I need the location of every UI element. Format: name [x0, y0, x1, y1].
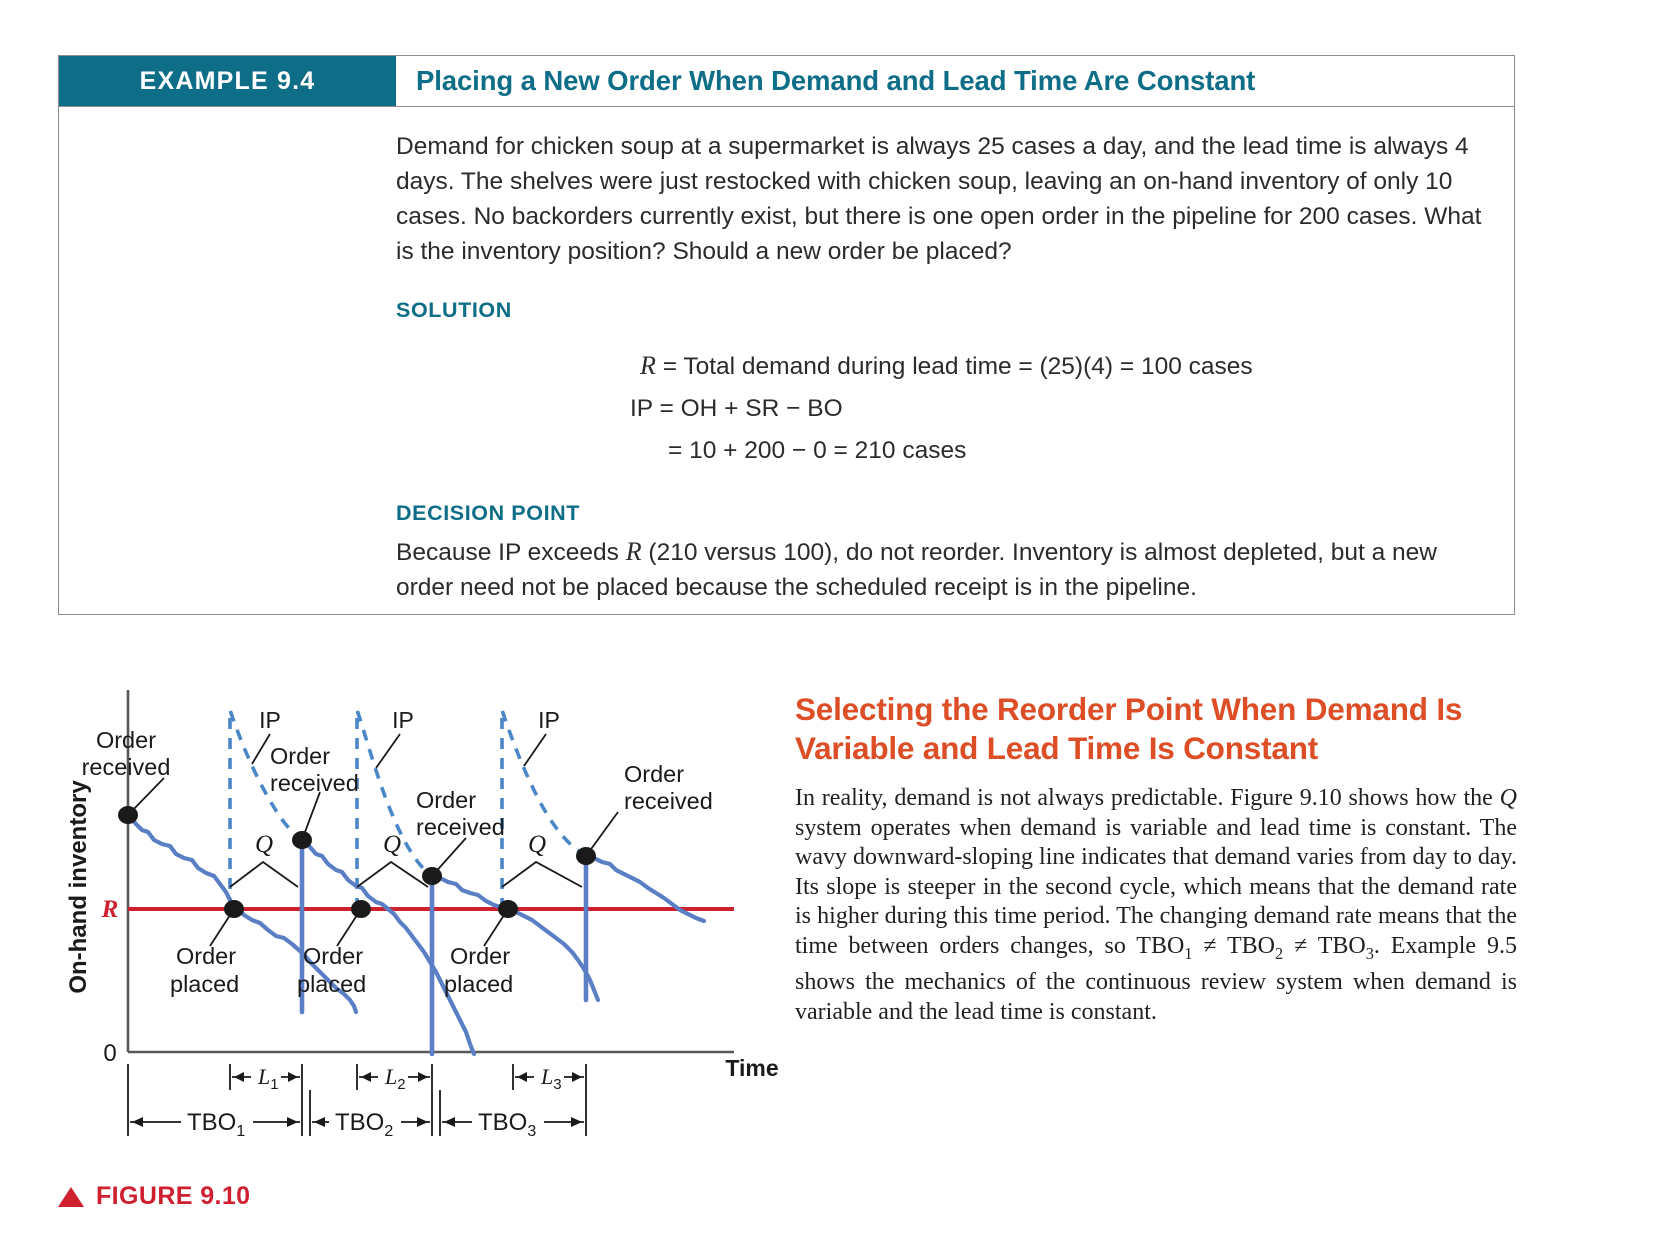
section-heading: Selecting the Reorder Point When Demand Is Variable and Lead Time Is Constant [795, 691, 1463, 766]
decision-point-heading: DECISION POINT [396, 501, 581, 525]
tbo2-label: $TBO_2$ [335, 1109, 394, 1140]
example-header [58, 55, 1515, 107]
right-column [795, 690, 1517, 1028]
figure-9-10 [58, 672, 798, 1172]
l3-arrow-left [517, 1072, 527, 1082]
l1-arrow-right [288, 1072, 298, 1082]
leader-ip-3 [524, 734, 546, 766]
q-brackets [230, 862, 582, 887]
triangle-up-icon [58, 1187, 84, 1207]
example-title: Placing a New Order When Demand and Lead Time Are Constant [416, 65, 1256, 96]
order-received-2-line2: received [270, 770, 359, 796]
decision-text-b: (210 versus 100), do not reorder. Inventory is almost depleted, but a new order need not be placed because the scheduled receipt is in the pipeline. [396, 539, 1437, 601]
reorder-point-label: R [101, 896, 119, 923]
equation-text-1: = Total demand during lead time = (25)(4) = 100 cases [662, 353, 1253, 380]
example-body [58, 107, 1515, 615]
l2-arrow-right [418, 1072, 428, 1082]
example-box [58, 55, 1515, 615]
body-text-1: In reality, demand is not always predictable. Figure 9.10 shows how the [795, 785, 1500, 811]
tbo3-arrow-left [444, 1117, 455, 1127]
tbo2-arrow-left [314, 1117, 325, 1127]
ip-label-3: IP [538, 707, 560, 733]
order-received-3-line1: Order [416, 787, 477, 813]
figure-caption-label: FIGURE 9.10 [96, 1182, 251, 1210]
solution-equations [396, 345, 1496, 472]
not-equal-2: ≠ TBO [1283, 932, 1366, 959]
example-content [396, 129, 1514, 605]
equation-line-1 [640, 345, 1496, 388]
order-received-2-line1: Order [270, 743, 331, 769]
order-received-4-line1: Order [624, 761, 685, 787]
decision-text-a: Because IP exceeds [396, 539, 626, 566]
tbo-subscript-1: 1 [1184, 943, 1193, 963]
q-label-1: Q [254, 831, 274, 858]
on-hand-inventory-curves [128, 815, 704, 1054]
y-axis-zero-label: 0 [103, 1040, 117, 1067]
order-placed-1-line2: placed [170, 971, 240, 997]
tbo1-arrow-right [287, 1117, 298, 1127]
order-received-labels [82, 727, 713, 840]
l1-arrow-left [234, 1072, 244, 1082]
leader-received-2 [302, 792, 320, 840]
x-axis-title: Time [725, 1055, 779, 1081]
order-placed-2-line2: placed [297, 971, 367, 997]
tbo-subscript-3: 3 [1365, 943, 1374, 963]
q-label-2: Q [382, 831, 402, 858]
problem-statement: Demand for chicken soup at a supermarket is always 25 cases a day, and the lead time is always 4 days. The shelves were just restocked with chicken soup, leaving an on-hand inventory of only 10 cases. No backorders currently exist, but there is one open order in the pipeline for 200 cases. What is the inventory position? Should a new order be placed? [396, 133, 1482, 265]
equation-line-2: IP = OH + SR − BO [630, 395, 843, 422]
inventory-position-dashed-curves [230, 710, 586, 909]
leader-received-4 [586, 812, 618, 856]
symbol-Q: Q [1499, 785, 1517, 811]
l3-arrow-right [572, 1072, 582, 1082]
order-received-4-line2: received [624, 788, 713, 814]
tbo3-label: $TBO_3$ [478, 1109, 537, 1140]
ip-label-1: IP [259, 707, 281, 733]
leader-received-1 [128, 778, 164, 815]
ip-curve-3 [502, 710, 586, 909]
order-placed-3-line1: Order [450, 943, 511, 969]
leader-placed-3 [484, 909, 508, 946]
solution-heading: SOLUTION [396, 298, 512, 322]
section-body [795, 784, 1517, 1028]
l3-label: $L_3$ [541, 1064, 562, 1093]
q-label-3: Q [527, 831, 547, 858]
l1-label: $L_1$ [258, 1064, 279, 1093]
figure-caption [58, 1182, 250, 1211]
example-number-tag: EXAMPLE 9.4 [59, 56, 396, 106]
tbo2-arrow-right [417, 1117, 428, 1127]
ip-labels [259, 707, 560, 733]
order-placed-2-line1: Order [303, 943, 364, 969]
leader-ip-1 [252, 734, 270, 764]
tbo-subscript-2: 2 [1275, 943, 1284, 963]
tbo1-label: $TBO_1$ [187, 1109, 246, 1140]
inventory-cycle-4 [586, 856, 704, 921]
tbo1-arrow-left [132, 1117, 143, 1127]
leader-placed-1 [210, 909, 234, 946]
tbo3-arrow-right [571, 1117, 582, 1127]
y-axis-title: On-hand inventory [65, 780, 92, 994]
order-placed-3-line2: placed [444, 971, 514, 997]
l2-label: $L_2$ [385, 1064, 406, 1093]
q-bracket-1 [230, 862, 298, 887]
order-received-1-line2: received [81, 754, 171, 780]
inventory-chart-svg [58, 672, 798, 1172]
symbol-R: R [640, 351, 656, 380]
q-bracket-3 [502, 862, 582, 887]
order-placed-labels [170, 943, 513, 997]
not-equal-1: ≠ TBO [1192, 932, 1276, 959]
tbo-labels [181, 1105, 544, 1140]
order-received-3-line2: received [416, 814, 505, 840]
symbol-R-decision: R [625, 537, 642, 566]
equation-line-3: = 10 + 200 − 0 = 210 cases [668, 437, 967, 464]
l2-arrow-left [361, 1072, 371, 1082]
order-received-1-line1: Order [95, 727, 157, 753]
leader-received-3 [432, 838, 466, 876]
q-bracket-2 [357, 862, 428, 887]
ip-label-2: IP [392, 707, 414, 733]
leader-ip-2 [376, 734, 400, 768]
body-text-3: . Example 9.5 shows the mechanics of the continuous review system when demand is variable and the lead time is constant. [795, 932, 1517, 1025]
order-placed-1-line1: Order [176, 943, 237, 969]
decision-point-text [396, 534, 1496, 605]
leader-placed-2 [337, 909, 361, 946]
body-text-2: system operates when demand is variable and lead time is constant. The wavy downward-sloping line indicates that demand varies from day to day. Its slope is steeper in the second cycle, which means that the demand rate is higher during this time period. The changing demand rate means that the time between orders changes, so TBO [795, 814, 1517, 959]
